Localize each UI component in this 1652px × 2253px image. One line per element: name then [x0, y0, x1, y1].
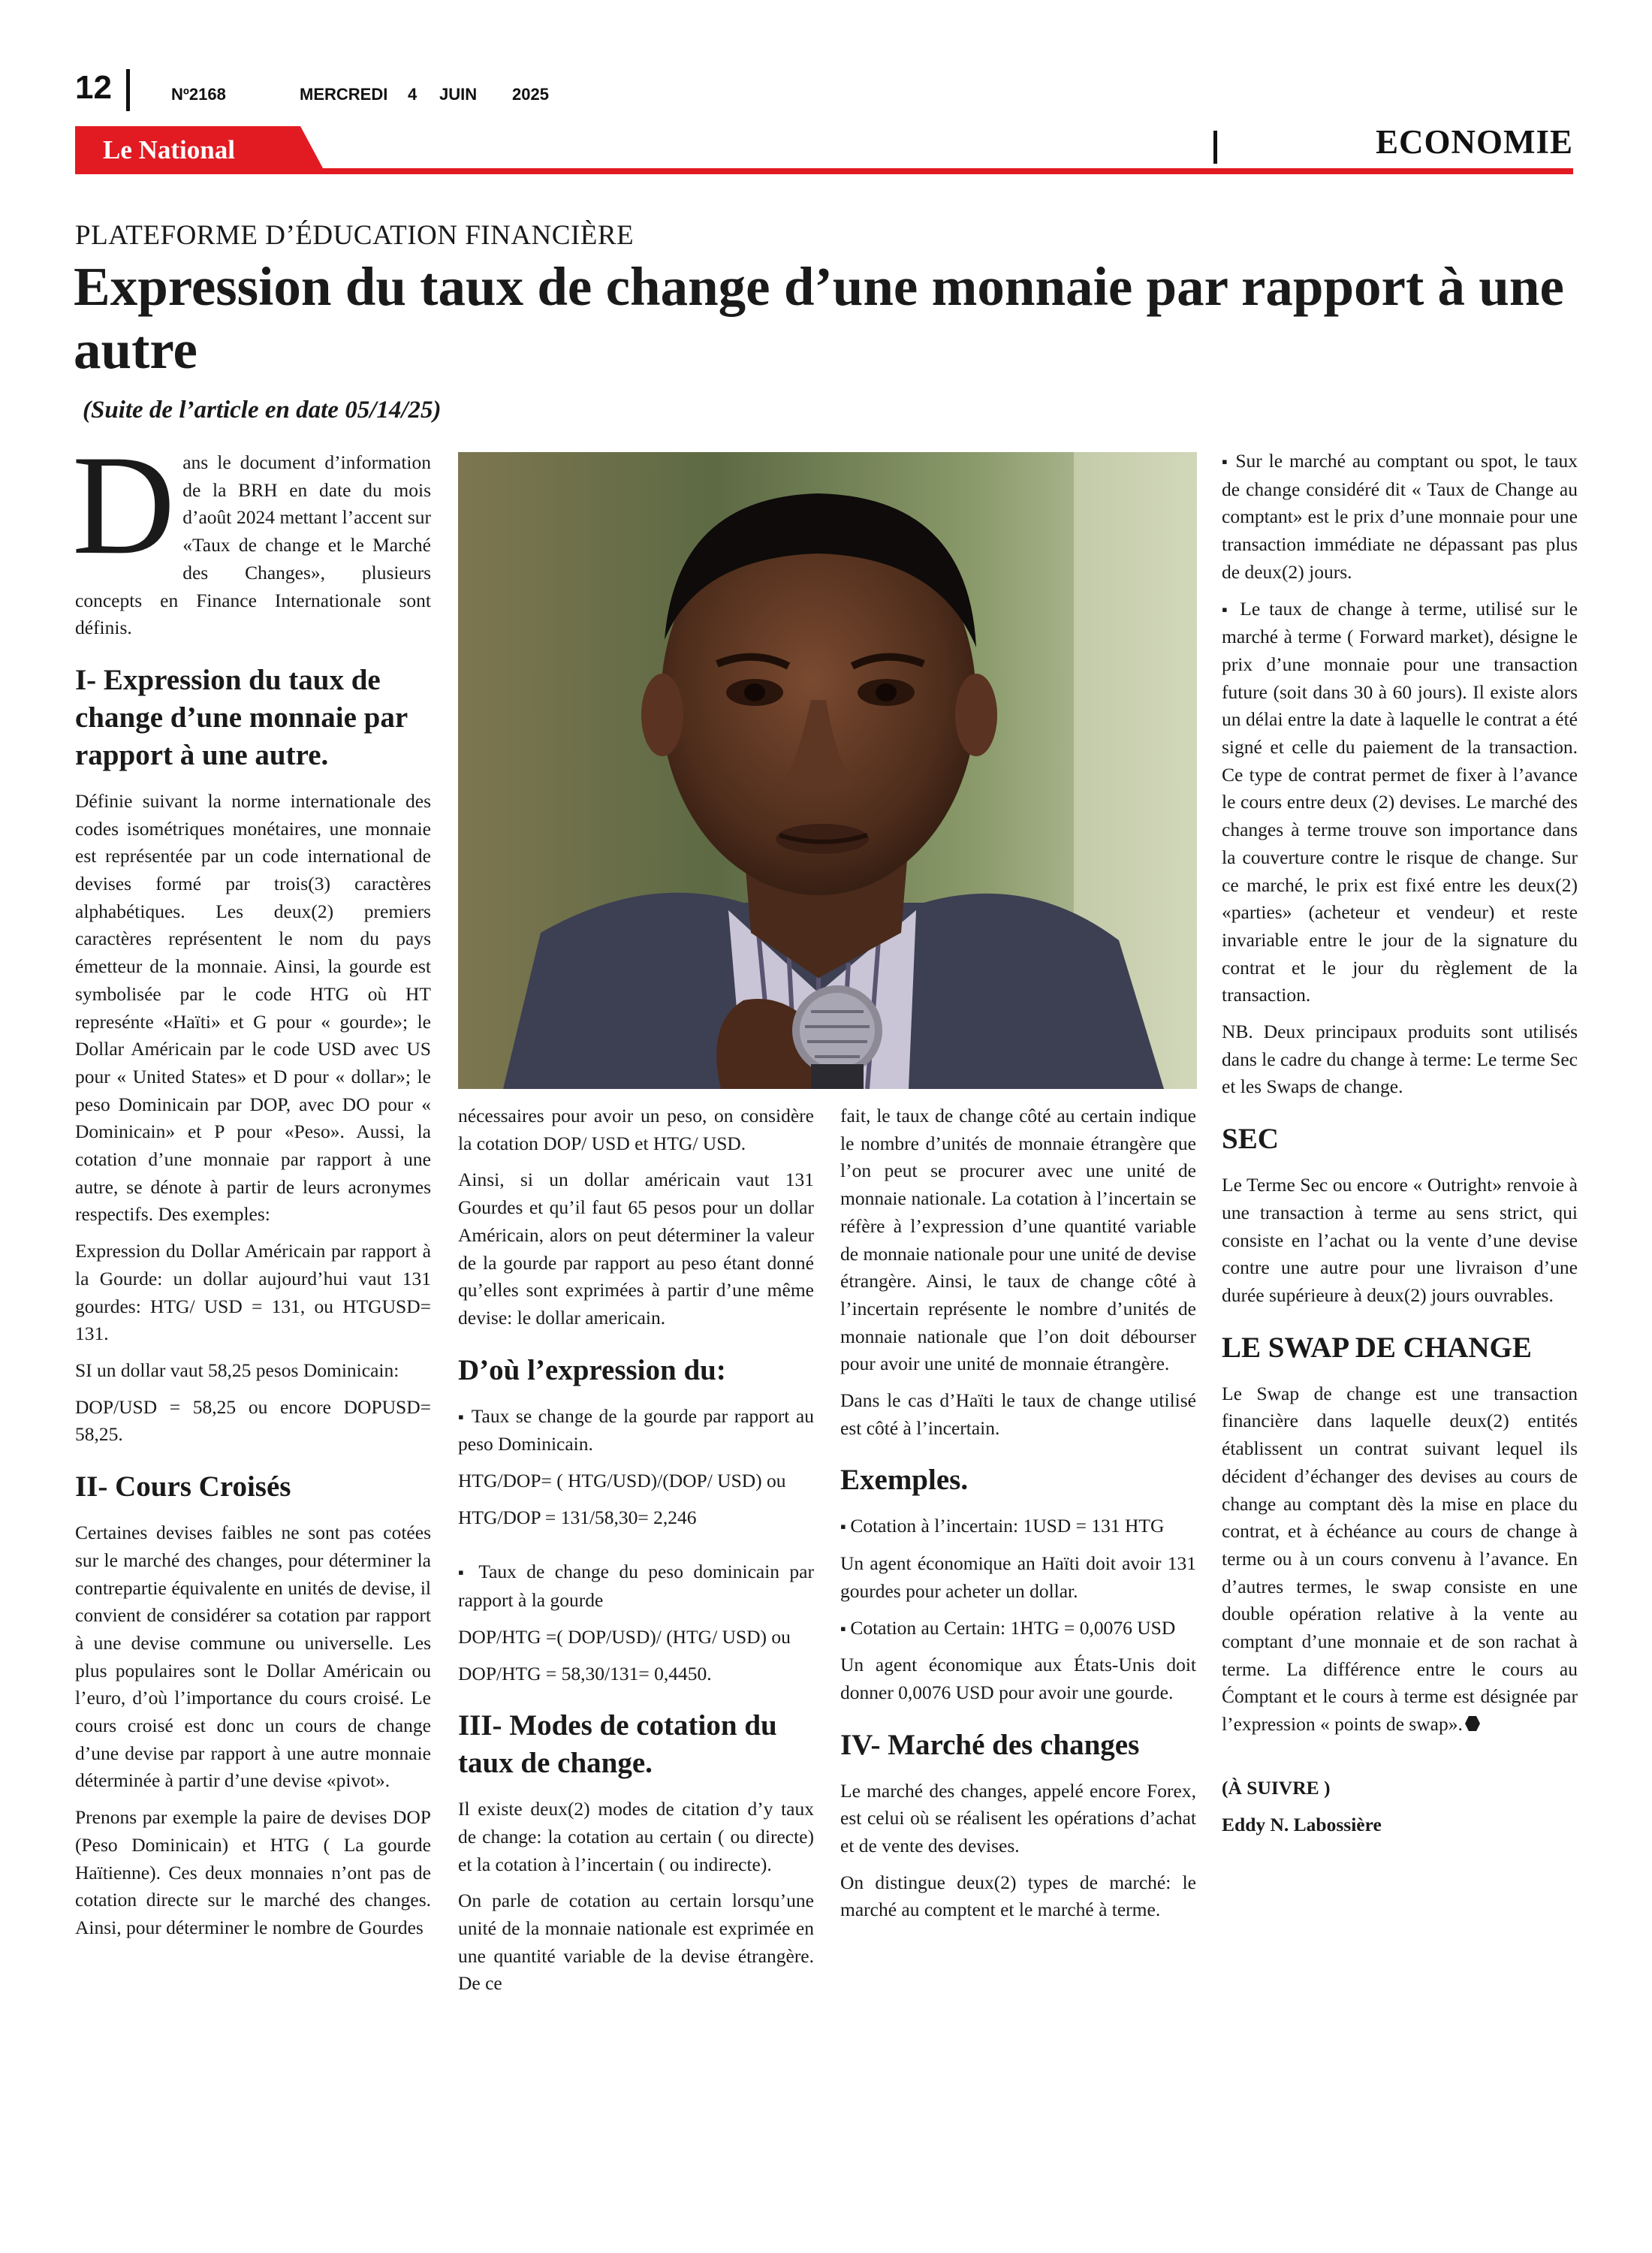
- section-heading-8: LE SWAP DE CHANGE: [1222, 1331, 1532, 1364]
- paragraph: DOP/USD = 58,25 ou encore DOPUSD= 58,25.: [75, 1395, 431, 1446]
- formula: DOP/HTG = 58,30/131= 0,4450.: [458, 1662, 712, 1684]
- paragraph: NB. Deux principaux produits sont utilisés dans le cadre du change à terme: Le terme Sec et les Swaps de change.: [1222, 1021, 1578, 1098]
- paragraph: SI un dollar vaut 58,25 pesos Dominicain:: [75, 1359, 399, 1381]
- paragraph: Prenons par exemple la paire de devises DOP (Peso Dominicain) et HTG ( La gourde Haïtienne). Ces deux monnaies n’ont pas de cotation directe sur le marché des changes. Ainsi, pour déterminer le nombre de Gourdes: [75, 1806, 431, 1938]
- bullet-item: ▪ Sur le marché au comptant ou spot, le taux de change considéré dit « Taux de Change au comptant» est le prix d’une monnaie pour une transaction immédiate ne dépassant pas plus de deux(2) jours.: [1222, 448, 1578, 587]
- swap-paragraph: Le Swap de change est une transaction financière dans laquelle deux(2) entités établissent un contrat suivant lequel ils décident d’échanger des devises au cours de change au comptant dès la mise en place du contrat, et à échéance au cours de change à terme ou à un cours convenu à l’avance. En d’autres termes, le swap consiste en une double opération relative à la vente au comptant d’une monnaie et de son rachat à terme. La différence entre le cours au Ćomptant et le cours à terme est désignée par l’expression « points de swap».: [1222, 1382, 1578, 1736]
- section-heading-6: IV- Marché des changes: [840, 1728, 1140, 1761]
- article-headline: Expression du taux de change d’une monnaie par rapport à une autre: [74, 256, 1564, 380]
- issue-number: Nº2168: [171, 85, 226, 104]
- bullet-item: ▪ Taux de change du peso dominicain par rapport à la gourde: [458, 1558, 814, 1614]
- header-divider: [126, 69, 130, 111]
- formula: HTG/DOP= ( HTG/USD)/(DOP/ USD) ou: [458, 1470, 786, 1492]
- section-divider: [1213, 131, 1217, 164]
- article-column-2: [458, 1102, 814, 2007]
- intro-paragraph: ans le document d’information de la BRH en date du mois d’août 2024 mettant l’accent sur «Taux de change et le Marché des Changes», plusieurs concepts en Finance Internationale sont définis.: [75, 451, 431, 639]
- bullet-item: ▪ Le taux de change à terme, utilisé sur le marché à terme ( Forward market), désigne le prix d’une monnaie pour une transaction future (soit dans 30 à 60 jours). Il existe alors un délai entre la date à laquelle le contrat a été signé et celle du paiement de la transaction. Ce type de contrat permet de fixer à l’avance le cours entre deux (2) devises. Le marché des changes à terme trouve son importance dans la couverture contre le risque de change. Sur ce marché, le prix est fixé entre les deux(2) «parties» (acheteur et vendeur) et reste invariable entre le jour de la signature du contrat et le jour du règlement de la transaction.: [1222, 596, 1578, 1010]
- paragraph: fait, le taux de change côté au certain indique le nombre d’unités de monnaie étrangère que l’on peut se procurer avec une unité de monnaie nationale. La cotation à l’incertain se réfère à l’expression d’une quantité variable de monnaie nationale pour une unité de devise étrangère. Ainsi, le taux de change côté à l’incertain représente le nombre d’unités de monnaie nationale que l’on doit débourser pour avoir une unité de monnaie étrangère.: [840, 1105, 1196, 1375]
- paragraph: Certaines devises faibles ne sont pas cotées sur le marché des changes, pour déterminer la contrepartie équivalente en unités de devise, il convient de considérer sa cotation par rapport à une devise commune ou universelle. Les plus populaires sont le Dollar Américain ou l’euro, d’où l’importance du cours croisé. Le cours croisé est donc un cours de change d’une devise par rapport à une autre monnaie déterminée à partir d’une devise «pivot».: [75, 1522, 431, 1792]
- bullet-item: ▪ Cotation au Certain: 1HTG = 0,0076 USD: [840, 1615, 1196, 1643]
- date-month: JUIN: [439, 85, 478, 104]
- section-heading-3: D’où l’expression du:: [458, 1353, 726, 1386]
- paragraph: Le Terme Sec ou encore « Outright» renvoie à une transaction à terme au sens strict, qui consiste en l’achat ou la vente d’une devise contre une autre pour une livraison d’une durée supérieure à deux(2) jours ouvrables.: [1222, 1174, 1578, 1306]
- paragraph: On distingue deux(2) types de marché: le marché au comptent et le marché à terme.: [840, 1871, 1196, 1921]
- portrait-illustration: [458, 452, 1197, 1089]
- date-year: 2025: [512, 85, 549, 104]
- date-number: 4: [408, 85, 418, 104]
- drop-cap: D: [72, 427, 176, 584]
- section-heading-4: III- Modes de cotation du taux de change.: [458, 1709, 777, 1780]
- paragraph: Ainsi, si un dollar américain vaut 131 Gourdes et qu’il faut 65 pesos pour un dollar Américain, alors on peut déterminer la valeur de la gourde par rapport au peso étant donné qu’elles sont exprimées à partir d’une même devise: le dollar americain.: [458, 1169, 814, 1329]
- section-heading-2: II- Cours Croisés: [75, 1470, 291, 1504]
- paragraph: Dans le cas d’Haïti le taux de change utilisé est côté à l’incertain.: [840, 1389, 1196, 1439]
- to-be-continued: (À SUIVRE ): [1222, 1776, 1331, 1799]
- hexagon-end-icon: [1464, 1715, 1481, 1732]
- formula: DOP/HTG =( DOP/USD)/ (HTG/ USD) ou: [458, 1625, 791, 1648]
- article-continuation-note: (Suite de l’article en date 05/14/25): [83, 397, 442, 424]
- article-column-3: [840, 1102, 1196, 1933]
- page-number: 12: [75, 69, 112, 106]
- section-heading-5: Exemples.: [840, 1464, 969, 1497]
- paragraph: Un agent économique aux États-Unis doit donner 0,0076 USD pour avoir une gourde.: [840, 1654, 1196, 1703]
- paragraph: Le marché des changes, appelé encore Forex, est celui où se réalisent les opérations d’achat et de vente des devises.: [840, 1779, 1196, 1857]
- portrait-photo: [458, 452, 1197, 1089]
- article-column-1: [72, 427, 431, 1951]
- header-red-band: [75, 126, 1573, 174]
- paragraph: Un agent économique an Haïti doit avoir 131 gourdes pour acheter un dollar.: [840, 1552, 1196, 1602]
- section-title: ECONOMIE: [1375, 123, 1573, 161]
- formula: HTG/DOP = 131/58,30= 2,246: [458, 1506, 697, 1528]
- article-column-4: [1222, 448, 1578, 1847]
- paragraph: nécessaires pour avoir un peso, on considère la cotation DOP/ USD et HTG/ USD.: [458, 1105, 814, 1154]
- article-kicker: PLATEFORME D’ÉDUCATION FINANCIÈRE: [75, 220, 635, 251]
- paragraph: Expression du Dollar Américain par rapport à la Gourde: un dollar aujourd’hui vaut 131 gourdes: HTG/ USD = 131, ou HTGUSD= 131.: [75, 1240, 431, 1345]
- paragraph: Il existe deux(2) modes de citation d’y taux de change: la cotation au certain ( ou directe) et la cotation à l’incertain ( ou indirecte).: [458, 1798, 814, 1875]
- bullet-item: ▪ Taux se change de la gourde par rapport au peso Dominicain.: [458, 1403, 814, 1458]
- section-heading-7: SEC: [1222, 1123, 1279, 1156]
- date-day: MERCREDI: [300, 85, 388, 104]
- paragraph: [1222, 1380, 1578, 1739]
- section-heading-1: I- Expression du taux de change d’une monnaie par rapport à une autre.: [75, 663, 408, 771]
- newspaper-logo: Le National: [103, 135, 235, 164]
- paragraph: Définie suivant la norme internationale des codes isométriques monétaires, une monnaie est représentée par un code international de devises formé par trois(3) caractères alphabétiques. Les deux(2) premiers caractères représentent le nom du pays émetteur de la monnaie. Ainsi, la gourde est symbolisée par le code HTG où HT represénte «Haïti» et G pour « gourde»; le Dollar Américain par le code USD avec US pour « United States» et D pour « dollar»; le peso Dominicain par DOP, avec DO pour « Dominicain» et P pour «Peso». Aussi, la cotation d’une monnaie par rapport à une autre, se dénote à partir de leurs acronymes respectifs. Des exemples:: [75, 789, 431, 1226]
- paragraph: On parle de cotation au certain lorsqu’une unité de la monnaie nationale est exprimée en une quantité variable de la devise étrangère. De ce: [458, 1890, 814, 1995]
- author-byline: Eddy N. Labossière: [1222, 1813, 1382, 1835]
- bullet-item: ▪ Cotation à l’incertain: 1USD = 131 HTG: [840, 1513, 1196, 1541]
